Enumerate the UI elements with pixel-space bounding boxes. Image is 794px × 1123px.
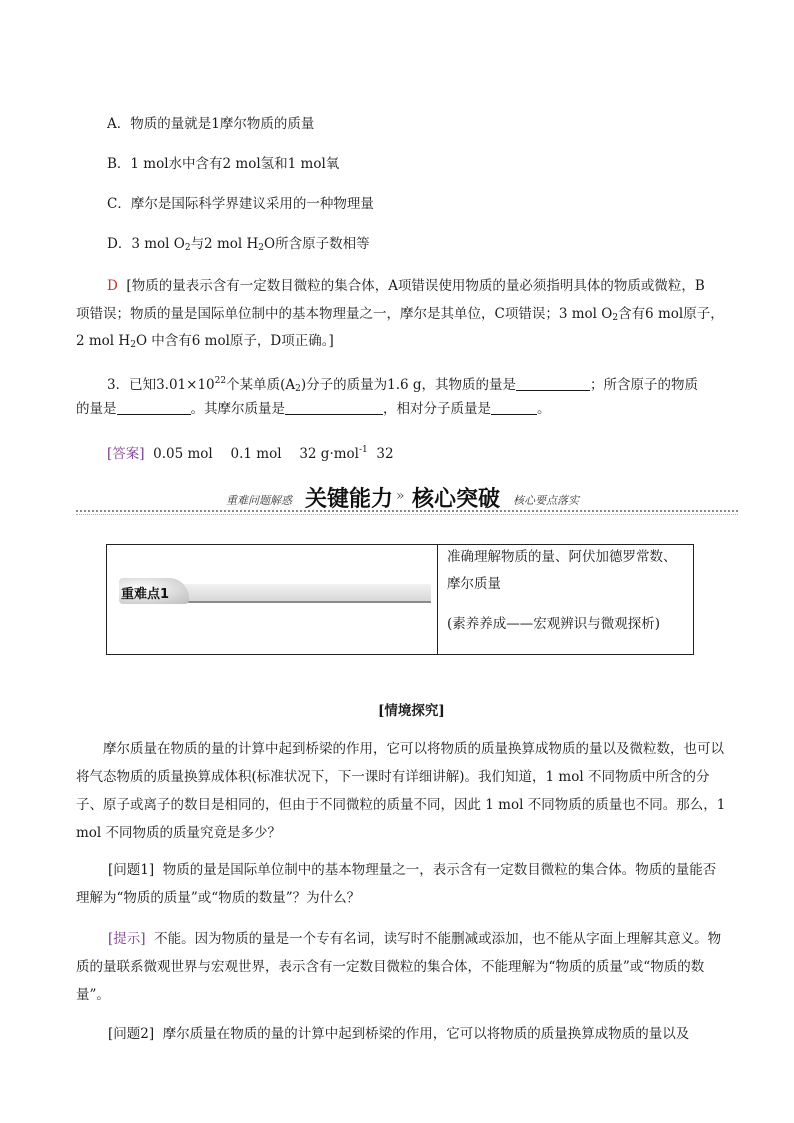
context-paragraph: 摩尔质量在物质的量的计算中起到桥梁的作用，它可以将物质的质量换算成物质的量以及微粒数，也可以将气态物质的质量换算成体积(标准状况下，下一课时有详细讲解)。我们知道，1 mol 不同物质中所含的分子、原子或离子的数目是相同的，但由于不同微粒的质量不同，因此 1 mol 不同物质的质量也不同。那么，1 mol 不同物质的质量究竟是多少？ [76,741,726,841]
explanation-line-2: 项错误；物质的量是国际单位制中的基本物理量之一，摩尔是其单位，C项错误；3 mol $O_2$含有6 mol原子， [76,306,724,323]
question-2: [问题2] 摩尔质量在物质的量的计算中起到桥梁的作用，它可以将物质的质量换算成物质的量以及 [108,1026,690,1042]
banner-title-2: 核心突破 [412,487,501,512]
hint-label: [提示] [108,931,146,947]
blank-2[interactable] [117,400,191,415]
question-3-line-2: 的量是 。其摩尔质量是 ，相对分子质量是 。 [76,401,551,417]
explanation-line-3: 2 mol $H_2O$ 中含有6 mol原子，D项正确。] [76,333,334,350]
banner-right-caption: 核心要点落实 [513,494,579,507]
option-b: B．1 mol水中含有2 mol氢和1 mol氧 [107,156,340,172]
answer-letter: D [107,278,118,294]
answer-label: [答案] [107,446,145,462]
chevron-right-icon: » [396,488,405,504]
section-title: [情境探究] [378,703,445,719]
explanation-line-1: D [物质的量表示含有一定数目微粒的集合体，A项错误使用物质的量必须指明具体的物质或微粒，B [107,278,705,294]
question-1: [问题1] 物质的量是国际单位制中的基本物理量之一，表示含有一定数目微粒的集合体。物质的量能否理解为“物质的质量”或“物质的数量”？为什么？ [76,862,717,906]
banner-divider [76,510,738,512]
key-point-title-2: 摩尔质量 [447,576,501,592]
blank-3[interactable] [285,400,383,415]
key-point-tag: 重难点1 [115,578,431,604]
key-point-box [106,544,694,655]
question-3-line-1: 3．已知$3.01\times 10^{22}$个某单质$(A_2)$分子的质量为1.6 g，其物质的量是 ；所含原子的物质 [107,376,699,394]
banner-title-1: 关键能力 [305,487,394,512]
option-c: C．摩尔是国际科学界建议采用的一种物理量 [107,196,374,212]
answer-line: [答案] 0.05 mol 0.1 mol 32 g·mol$^{-1}$ 32 [107,445,394,462]
blank-1[interactable] [516,376,590,391]
section-banner [76,480,738,516]
banner-left-caption: 重难问题解惑 [226,494,292,507]
option-a: A．物质的量就是1摩尔物质的质量 [107,116,315,132]
key-point-subtitle: (素养养成——宏观辨识与微观探析) [447,616,661,632]
blank-4[interactable] [491,400,537,415]
hint: [提示] 不能。因为物质的量是一个专有名词，读写时不能删减或添加，也不能从字面上理解其意义。物质的量联系微观世界与宏观世界，表示含有一定数目微粒的集合体，不能理解为“物质的质量”或“物质的数量”。 [76,931,722,1003]
key-point-title-1: 准确理解物质的量、阿伏加德罗常数、 [447,549,677,565]
option-d: D．3 mol $O_2$与2 mol $H_2O$所含原子数相等 [107,236,370,253]
